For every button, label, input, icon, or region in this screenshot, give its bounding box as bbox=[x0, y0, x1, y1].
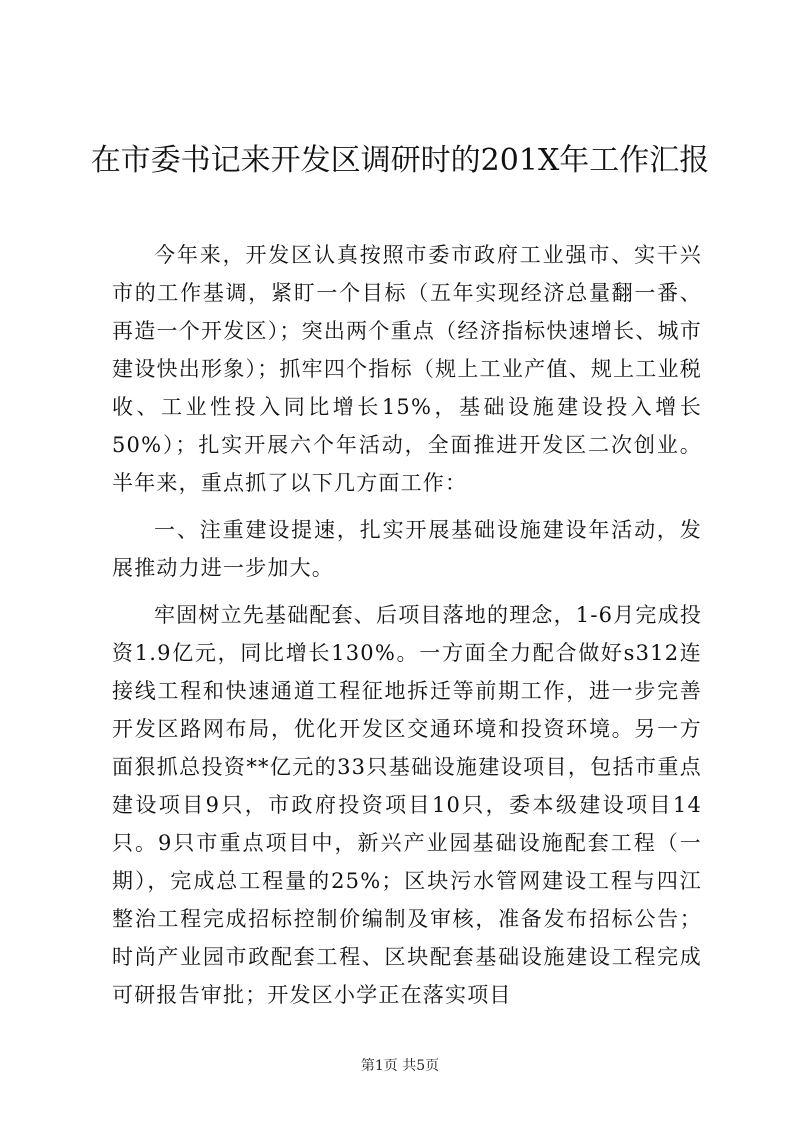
document-title: 在市委书记来开发区调研时的201X年工作汇报 bbox=[90, 143, 710, 178]
page-footer: 第1页 共5页 bbox=[360, 1058, 440, 1074]
document-body bbox=[112, 236, 702, 1023]
paragraph-intro: 今年来，开发区认真按照市委市政府工业强市、实干兴市的工作基调，紧盯一个目标（五年实现经济总量翻一番、再造一个开发区）；突出两个重点（经济指标快速增长、城市建设快出形象）；抓牢四个指标（规上工业产值、规上工业税收、工业性投入同比增长15%，基础设施建设投入增长50%）；扎实开展六个年活动，全面推进开发区二次创业。半年来，重点抓了以下几方面工作： bbox=[112, 243, 702, 495]
paragraph-section-heading: 一、注重建设提速，扎实开展基础设施建设年活动，发展推动力进一步加大。 bbox=[112, 518, 702, 580]
paragraph-details: 牢固树立先基础配套、后项目落地的理念，1-6月完成投资1.9亿元，同比增长130%。一方面全力配合做好s312连接线工程和快速通道工程征地拆迁等前期工作，进一步完善开发区路网布局，优化开发区交通环境和投资环境。另一方面狠抓总投资**亿元的33只基础设施建设项目，包括市重点建设项目9只，市政府投资项目10只，委本级建设项目14只。9只市重点项目中，新兴产业园基础设施配套工程（一期），完成总工程量的25%；区块污水管网建设工程与四江整治工程完成招标控制价编制及审核，准备发布招标公告；时尚产业园市政配套工程、区块配套基础设施建设工程完成可研报告审批；开发区小学正在落实项目 bbox=[112, 603, 703, 1007]
